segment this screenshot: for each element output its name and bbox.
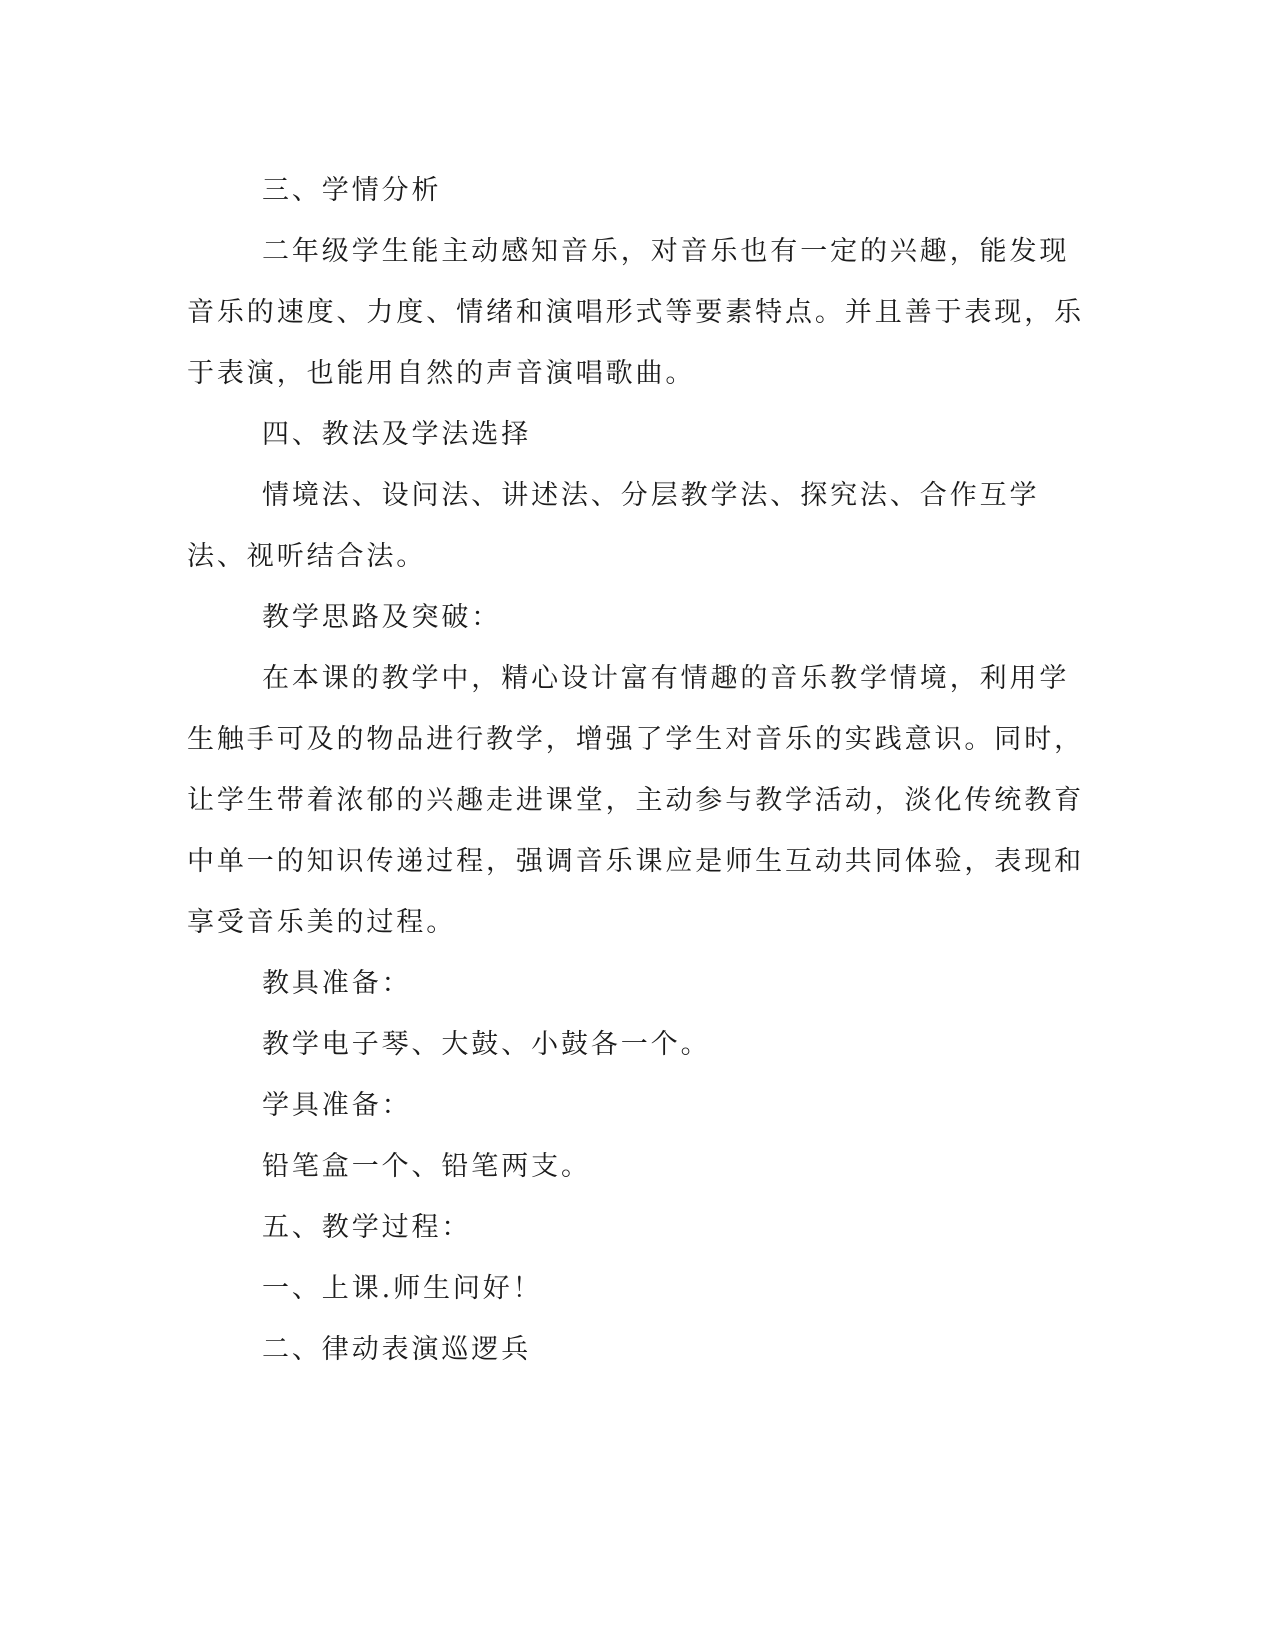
- process-step-1: 一、上课.师生问好！: [262, 1273, 543, 1304]
- teacher-tools-label: 教具准备：: [262, 968, 412, 999]
- student-tools-text: 铅笔盒一个、铅笔两支。: [262, 1151, 591, 1182]
- section3-paragraph: 二年级学生能主动感知音乐，对音乐也有一定的兴趣，能发现音乐的速度、力度、情绪和演唱形式等要素特点。并且善于表现，乐于表演，也能用自然的声音演唱歌曲。: [187, 236, 1084, 389]
- section4-paragraph: 情境法、设问法、讲述法、分层教学法、探究法、合作互学法、视听结合法。: [187, 480, 1040, 572]
- approach-label: 教学思路及突破：: [262, 602, 502, 633]
- approach-paragraph: 在本课的教学中，精心设计富有情趣的音乐教学情境，利用学生触手可及的物品进行教学，增强了学生对音乐的实践意识。同时，让学生带着浓郁的兴趣走进课堂，主动参与教学活动，淡化传统教育中单一的知识传递过程，强调音乐课应是师生互动共同体验，表现和享受音乐美的过程。: [187, 663, 1084, 938]
- section5-heading: 五、教学过程：: [262, 1212, 472, 1243]
- student-tools-label: 学具准备：: [262, 1090, 412, 1121]
- document-body: [187, 160, 1087, 1380]
- section4-heading: 四、教法及学法选择: [262, 419, 532, 450]
- section3-heading: 三、学情分析: [262, 175, 442, 206]
- process-step-2: 二、律动表演巡逻兵: [262, 1334, 532, 1365]
- teacher-tools-text: 教学电子琴、大鼓、小鼓各一个。: [262, 1029, 711, 1060]
